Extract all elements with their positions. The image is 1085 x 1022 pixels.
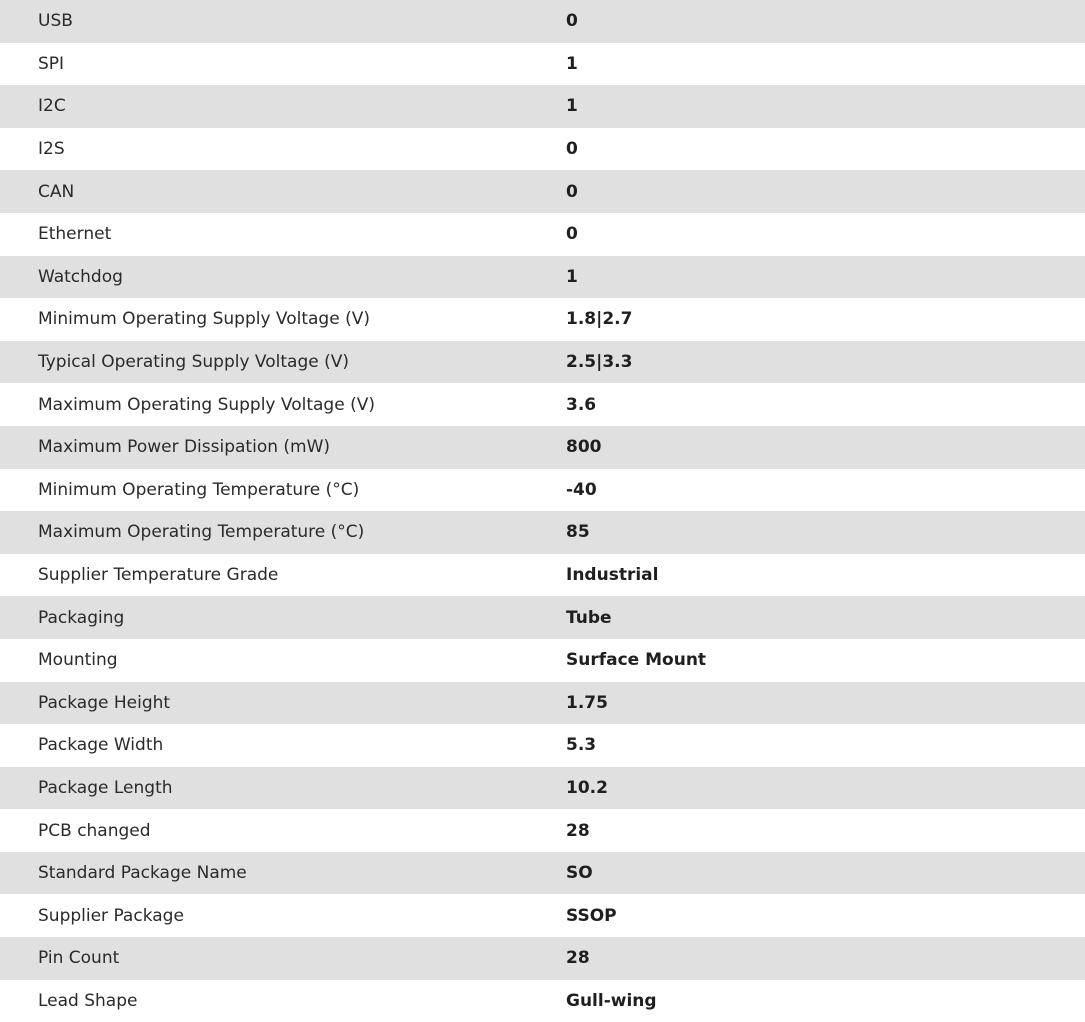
spec-label: Minimum Operating Supply Voltage (V)	[38, 309, 370, 330]
spec-label: Ethernet	[38, 224, 112, 245]
spec-value: 10.2	[566, 777, 608, 798]
spec-value: 1.8|2.7	[566, 309, 633, 330]
spec-value: 1.75	[566, 692, 608, 713]
spec-label: Packaging	[38, 607, 125, 628]
spec-label: Mounting	[38, 650, 118, 671]
spec-value: -40	[566, 479, 597, 500]
table-row	[0, 383, 1085, 426]
spec-value: SO	[566, 863, 593, 884]
spec-value: 1	[566, 266, 578, 287]
spec-value: 800	[566, 437, 602, 458]
spec-value: 3.6	[566, 394, 597, 415]
spec-value: 0	[566, 181, 578, 202]
spec-label: Pin Count	[38, 948, 120, 969]
spec-label: Supplier Package	[38, 905, 184, 926]
spec-value: Surface Mount	[566, 650, 707, 671]
table-row	[0, 809, 1085, 852]
spec-value: Gull-wing	[566, 990, 657, 1011]
spec-value: 28	[566, 820, 590, 841]
spec-label: Watchdog	[38, 266, 123, 287]
spec-value: 0	[566, 139, 578, 160]
spec-label: USB	[38, 11, 73, 32]
spec-label: Typical Operating Supply Voltage (V)	[38, 352, 349, 373]
spec-value: 5.3	[566, 735, 597, 756]
table-row	[0, 170, 1085, 213]
spec-label: Maximum Operating Temperature (°C)	[38, 522, 365, 543]
spec-label: Lead Shape	[38, 990, 138, 1011]
table-row	[0, 0, 1085, 43]
table-row	[0, 554, 1085, 597]
spec-value: 28	[566, 948, 590, 969]
spec-label: Package Length	[38, 777, 173, 798]
table-row	[0, 469, 1085, 512]
table-row	[0, 852, 1085, 895]
spec-label: SPI	[38, 53, 65, 74]
spec-label: CAN	[38, 181, 75, 202]
spec-value: 0	[566, 11, 578, 32]
spec-label: Package Width	[38, 735, 164, 756]
table-row	[0, 980, 1085, 1022]
table-row	[0, 511, 1085, 554]
table-row	[0, 256, 1085, 299]
table-row	[0, 894, 1085, 937]
table-row	[0, 682, 1085, 725]
spec-value: 2.5|3.3	[566, 352, 633, 373]
spec-label: Minimum Operating Temperature (°C)	[38, 479, 360, 500]
spec-label: Maximum Power Dissipation (mW)	[38, 437, 331, 458]
spec-label: I2S	[38, 139, 65, 160]
table-row	[0, 298, 1085, 341]
spec-value: 85	[566, 522, 590, 543]
spec-value: Industrial	[566, 565, 659, 586]
spec-label: I2C	[38, 96, 66, 117]
spec-value: 0	[566, 224, 578, 245]
table-row	[0, 596, 1085, 639]
table-row	[0, 724, 1085, 767]
table-row	[0, 43, 1085, 86]
spec-value: 1	[566, 96, 578, 117]
table-row	[0, 213, 1085, 256]
spec-label: PCB changed	[38, 820, 151, 841]
table-row	[0, 639, 1085, 682]
spec-label: Standard Package Name	[38, 863, 247, 884]
table-row	[0, 767, 1085, 810]
table-row	[0, 341, 1085, 384]
spec-value: 1	[566, 53, 578, 74]
spec-label: Supplier Temperature Grade	[38, 565, 279, 586]
spec-value: SSOP	[566, 905, 617, 926]
spec-value: Tube	[566, 607, 612, 628]
table-row	[0, 937, 1085, 980]
table-row	[0, 85, 1085, 128]
spec-label: Maximum Operating Supply Voltage (V)	[38, 394, 375, 415]
table-row	[0, 426, 1085, 469]
table-row	[0, 128, 1085, 171]
spec-label: Package Height	[38, 692, 171, 713]
